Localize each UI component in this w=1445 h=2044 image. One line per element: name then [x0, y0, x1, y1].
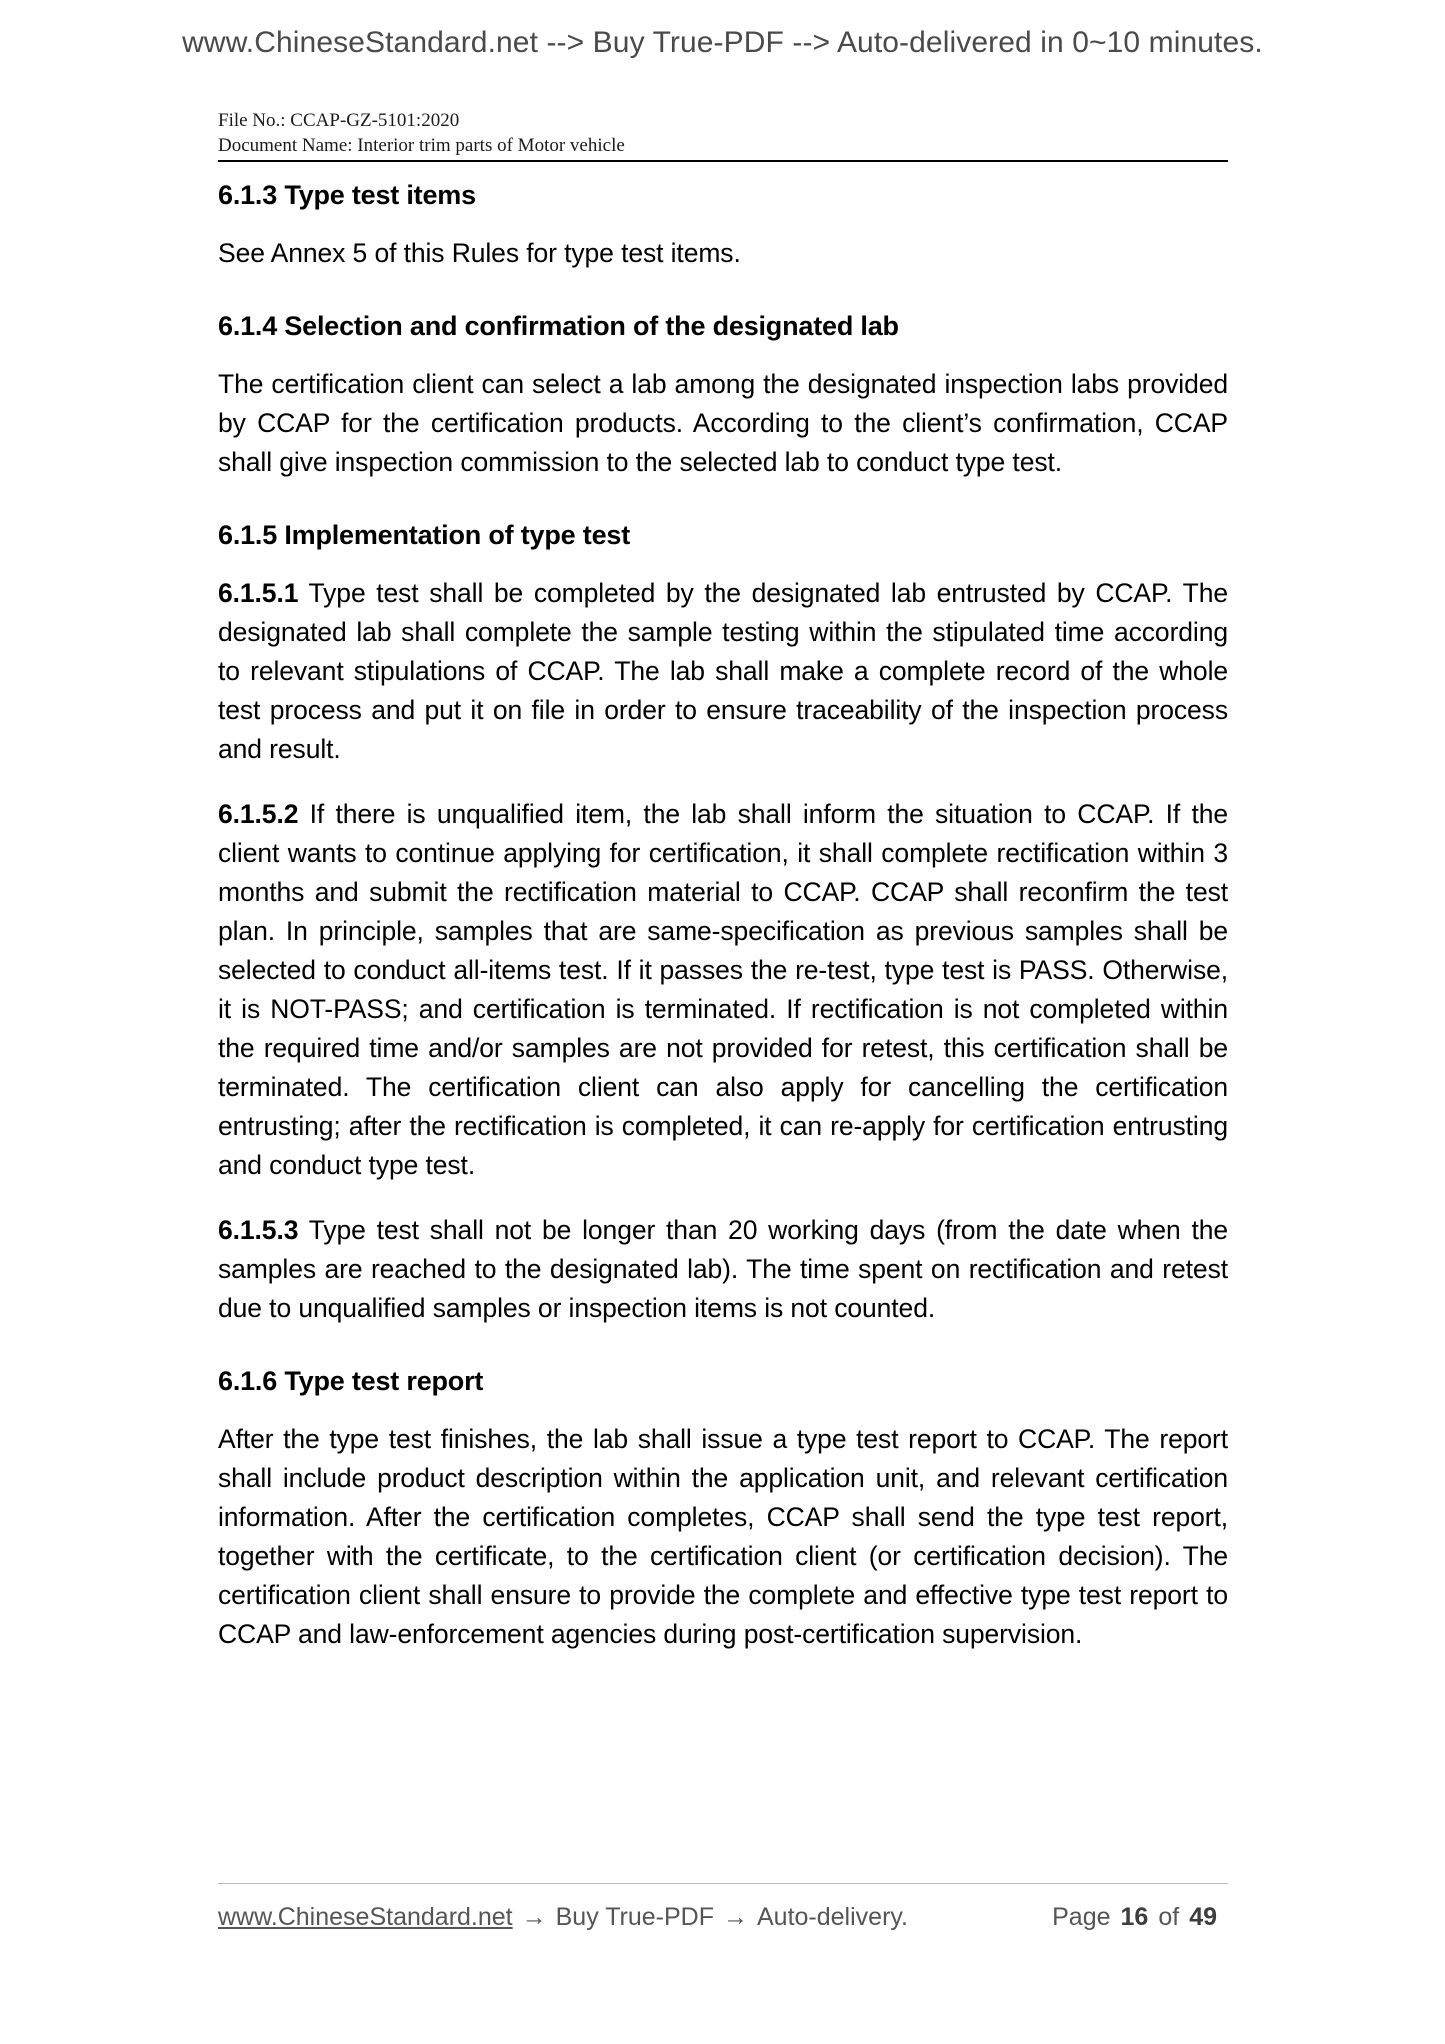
- footer-buy-label: Buy True-PDF: [555, 1903, 714, 1931]
- heading-6-1-5: 6.1.5 Implementation of type test: [218, 520, 630, 550]
- page-indicator: [1047, 1903, 1228, 1932]
- heading-6-1-3: 6.1.3 Type test items: [218, 180, 476, 210]
- of-label: of: [1158, 1903, 1180, 1931]
- paragraph-6-1-6: After the type test finishes, the lab shall issue a type test report to CCAP. The report shall include product description within the application unit, and relevant certification information. After the certification completes, CCAP shall send the type test report, together with the certificate, to the certification client (or certification decision). The certification client shall ensure to provide the complete and effective type test report to CCAP and law-enforcement agencies during post-certification supervision.: [218, 1424, 1228, 1649]
- arrow-right-icon-2: →: [723, 1903, 748, 1931]
- arrow-right-icon-1: →: [521, 1903, 547, 1931]
- paragraph-6-1-3: See Annex 5 of this Rules for type test items.: [218, 238, 741, 268]
- footer-promo: [218, 1903, 908, 1932]
- clause-label-6-1-5-2: 6.1.5.2: [218, 799, 299, 829]
- header-divider: [218, 160, 1228, 162]
- footer-site-link[interactable]: www.ChineseStandard.net: [218, 1903, 513, 1931]
- clause-text-6-1-5-3: Type test shall not be longer than 20 working days (from the date when the samples are reached to the designated lab). The time spent on rectification and retest due to unqualified samples or inspection items is not counted.: [218, 1215, 1228, 1323]
- page-label: Page: [1052, 1903, 1111, 1931]
- clause-6-1-5-3: [218, 1211, 1228, 1328]
- document-name-line: Document Name: Interior trim parts of Motor vehicle: [218, 135, 625, 156]
- footer-divider: [218, 1883, 1228, 1884]
- heading-6-1-6: 6.1.6 Type test report: [218, 1366, 484, 1396]
- clause-text-6-1-5-2: If there is unqualified item, the lab shall inform the situation to CCAP. If the client wants to continue applying for certification, it shall complete rectification within 3 months and submit the rectification material to CCAP. CCAP shall reconfirm the test plan. In principle, samples that are same-specification as previous samples shall be selected to conduct all-items test. If it passes the re-test, type test is PASS. Otherwise, it is NOT-PASS; and certification is terminated. If rectification is not completed within the required time and/or samples are not provided for retest, this certification shall be terminated. The certification client can also apply for cancelling the certification entrusting; after the rectification is completed, it can re-apply for certification entrusting and conduct type test.: [218, 799, 1228, 1180]
- document-header: [218, 108, 1228, 158]
- paragraph-6-1-4: The certification client can select a lab among the designated inspection labs provided by CCAP for the certification products. According to the client’s confirmation, CCAP shall give inspection commission to the selected lab to conduct type test.: [218, 369, 1228, 477]
- file-number-line: File No.: CCAP-GZ-5101:2020: [218, 110, 460, 131]
- promo-banner: www.ChineseStandard.net --> Buy True-PDF --> Auto-delivered in 0~10 minutes.: [182, 26, 1263, 59]
- clause-6-1-5-2: [218, 795, 1228, 1185]
- heading-6-1-4: 6.1.4 Selection and confirmation of the designated lab: [218, 311, 899, 341]
- clause-label-6-1-5-3: 6.1.5.3: [218, 1215, 299, 1245]
- document-body: [218, 178, 1228, 1654]
- footer-delivery-label: Auto-delivery.: [757, 1903, 908, 1931]
- page-footer: [218, 1903, 1228, 1932]
- current-page-number: 16: [1120, 1903, 1149, 1931]
- clause-text-6-1-5-1: Type test shall be completed by the designated lab entrusted by CCAP. The designated lab shall complete the sample testing within the stipulated time according to relevant stipulations of CCAP. The lab shall make a complete record of the whole test process and put it on file in order to ensure traceability of the inspection process and result.: [218, 578, 1228, 764]
- total-page-number: 49: [1189, 1903, 1217, 1931]
- clause-label-6-1-5-1: 6.1.5.1: [218, 578, 299, 608]
- clause-6-1-5-1: [218, 574, 1228, 769]
